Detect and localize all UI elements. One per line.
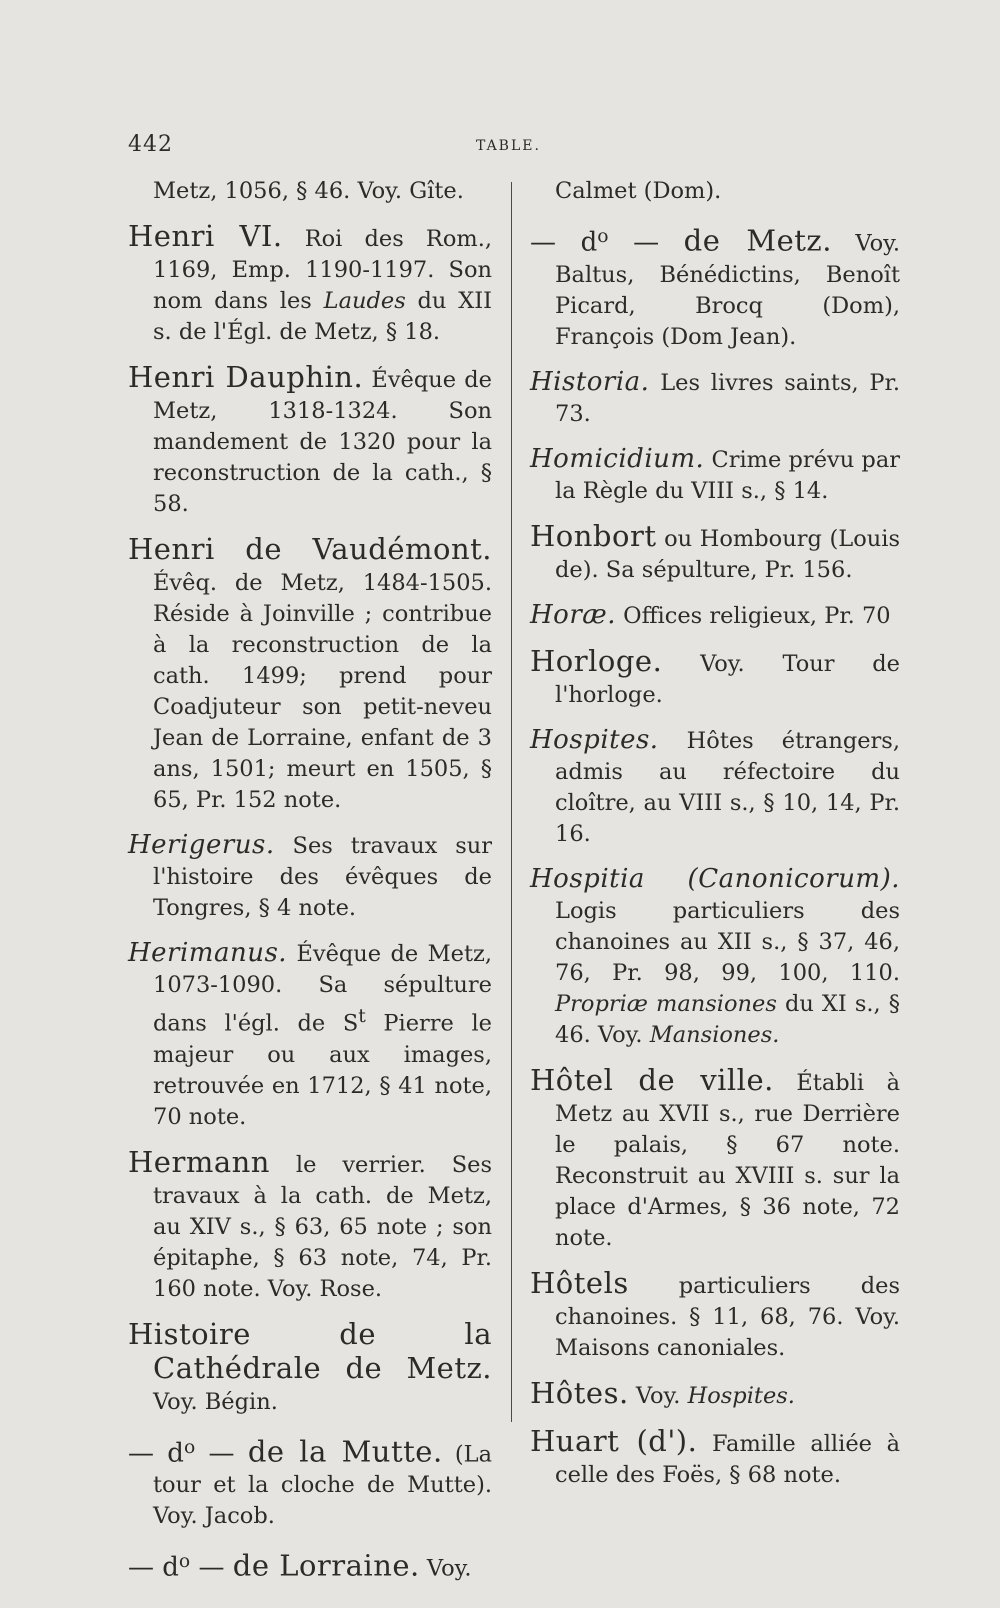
index-entry: Henri de Vaudémont. Évêq. de Metz, 1484-1505. Réside à Joinville ; contribue à la reconstruction de la cath. 1499; prend pour Coadjuteur son petit-neveu Jean de Lorraine, enfant de 3 ans, 1501; meurt en 1505, § 65, Pr. 152 note.: [128, 532, 492, 813]
entry-heading: Henri VI.: [128, 219, 283, 253]
entry-heading: Henri de Vaudémont.: [128, 532, 492, 566]
entry-heading: de Metz.: [683, 223, 832, 258]
index-entry: — $d^o$ — de Metz. Voy. Baltus, Bénédictins, Benoît Picard, Brocq (Dom), François (Dom Jean).: [530, 223, 901, 350]
index-entry: Hermann le verrier. Ses travaux à la cath. de Metz, au XIV s., § 63, 65 note ; son épitaphe, § 63 note, 74, Pr. 160 note. Voy. Rose.: [128, 1144, 492, 1302]
entry-heading: de la Mutte.: [247, 1434, 443, 1468]
index-entry: Hospites. Hôtes étrangers, admis au réfectoire du cloître, au VIII s., § 10, 14, Pr. 16.: [530, 724, 900, 847]
running-head: TABLE.: [476, 138, 541, 154]
index-entry: Histoire de la Cathédrale de Metz. Voy. Bégin.: [128, 1316, 492, 1415]
column-rule: [511, 182, 512, 1422]
index-entry: Herigerus. Ses travaux sur l'histoire des évêques de Tongres, § 4 note.: [128, 830, 492, 921]
entry-heading: Homicidium.: [530, 443, 705, 474]
entry-heading: Histoire de la Cathédrale de Metz.: [128, 1316, 492, 1385]
entry-heading: Herimanus.: [128, 938, 288, 968]
index-entry: Honbort ou Hombourg (Louis de). Sa sépulture, Pr. 156.: [530, 518, 900, 583]
entry-heading: Hôtel de ville.: [530, 1062, 774, 1097]
index-entry: Hospitia (Canonicorum). Logis particuliers des chanoines au XII s., § 37, 46, 76, Pr. 98, 99, 100, 110. Propriæ mansiones du XI s., § 46. Voy. Mansiones.: [530, 863, 900, 1048]
entry-heading: Hospites.: [530, 724, 659, 755]
index-entry: Homicidium. Crime prévu par la Règle du VIII s., § 14.: [530, 443, 900, 504]
index-entry: Hôtes. Voy. Hospites.: [530, 1375, 795, 1410]
entry-heading: Herigerus.: [128, 830, 275, 860]
index-entry: Horloge. Voy. Tour de l'horloge.: [530, 643, 900, 708]
entry-heading: Honbort: [530, 518, 657, 553]
index-entry: Herimanus. Évêque de Metz, 1073-1090. Sa sépulture dans l'égl. de $S^t$ Pierre le majeur ou aux images, retrouvée en 1712, § 41 note, 70 note.: [128, 938, 492, 1130]
index-entry: Henri VI. Roi des Rom., 1169, Emp. 1190-1197. Son nom dans les Laudes du XII s. de l'Égl. de Metz, § 18.: [128, 219, 493, 345]
page-number: 442: [128, 132, 173, 157]
index-entry: Huart (d'). Famille alliée à celle des Foës, § 68 note.: [530, 1423, 900, 1488]
entry-heading: de Lorraine.: [232, 1548, 420, 1583]
index-entry: Hôtels particuliers des chanoines. § 11, 68, 76. Voy. Maisons canoniales.: [530, 1265, 900, 1361]
index-entry: Hôtel de ville. Établi à Metz au XVII s., rue Derrière le palais, § 67 note. Reconstruit au XVIII s. sur la place d'Armes, § 36 note, 72 note.: [530, 1062, 900, 1251]
entry-heading: Horloge.: [530, 643, 663, 678]
entry-heading: Huart (d').: [530, 1423, 698, 1458]
entry-heading: Horæ.: [530, 599, 616, 630]
right-column: [530, 176, 900, 1505]
index-entry: Historia. Les livres saints, Pr. 73.: [530, 366, 900, 427]
index-entry: Horæ. Offices religieux, Pr. 70: [530, 599, 891, 630]
entry-heading: Hospitia (Canonicorum).: [530, 863, 900, 894]
index-entry: Henri Dauphin. Évêque de Metz, 1318-1324. Son mandement de 1320 pour la reconstruction de la cath., § 58.: [128, 360, 492, 517]
entry-heading: Historia.: [530, 366, 650, 397]
entry-heading: Hôtes.: [530, 1375, 629, 1410]
entry-heading: Hermann: [128, 1144, 270, 1179]
index-entry: — $d^o$ — de la Mutte. (La tour et la cloche de Mutte). Voy. Jacob.: [128, 1434, 492, 1529]
index-entry: Calmet (Dom).: [555, 178, 722, 204]
index-entry: — $d^o$ — de Lorraine. Voy.: [128, 1548, 472, 1583]
entry-heading: Henri Dauphin.: [128, 360, 364, 394]
entry-heading: Hôtels: [530, 1265, 629, 1300]
left-column: [128, 176, 492, 1599]
index-entry: Metz, 1056, § 46. Voy. Gîte.: [153, 178, 464, 204]
